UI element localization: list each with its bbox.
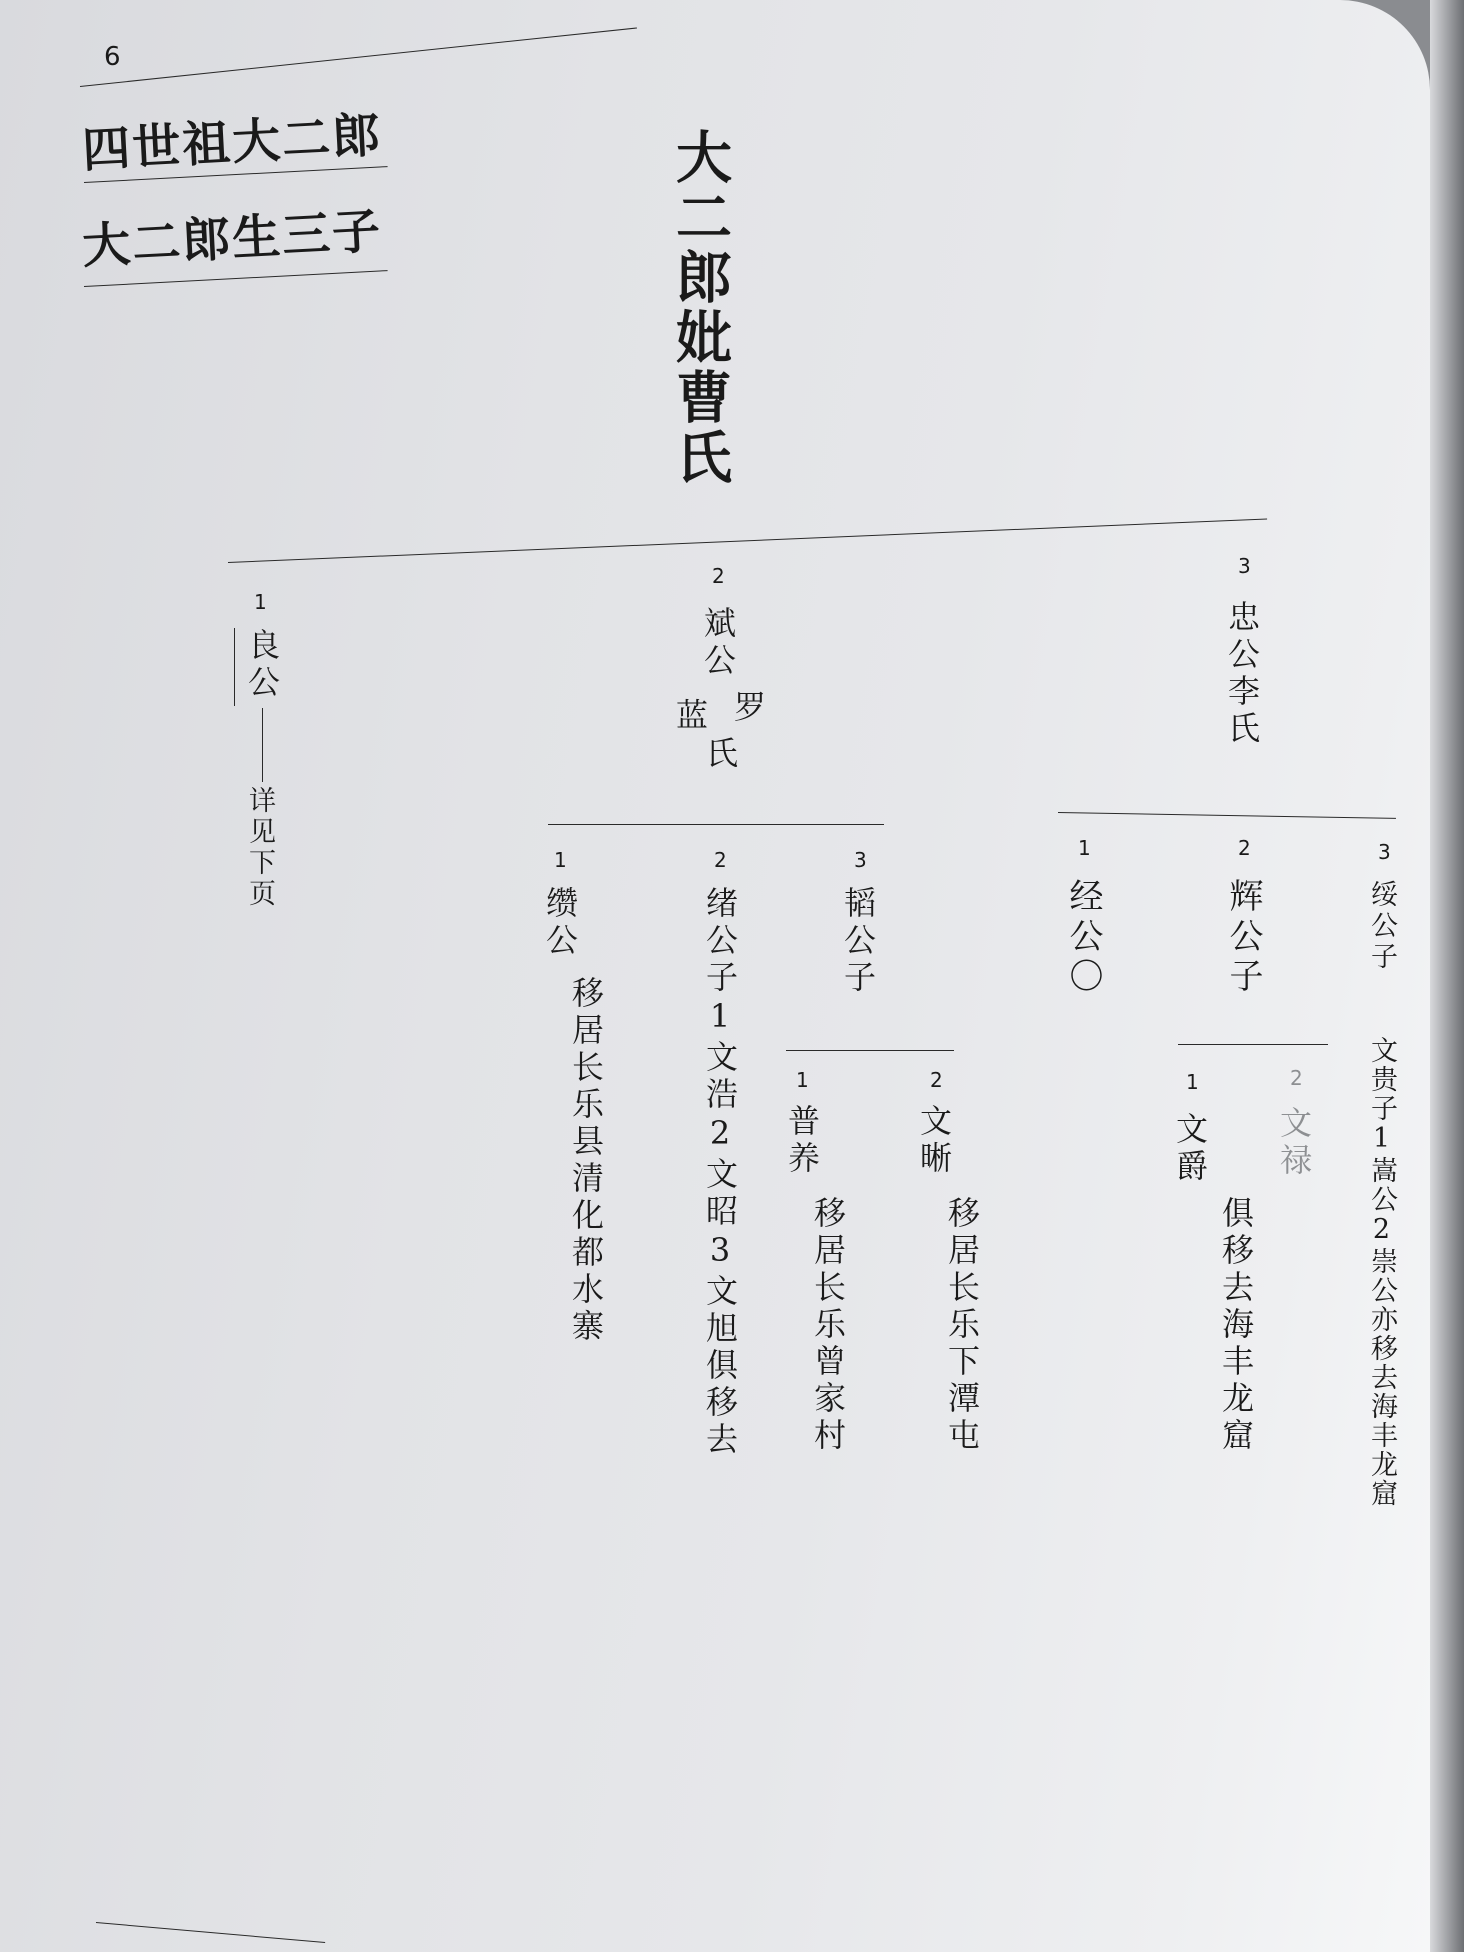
bottom-rule <box>96 1922 325 1943</box>
son-1-name: 良公 <box>243 628 281 702</box>
tao-child-1-note: 移居长乐曾家村 <box>809 1196 847 1455</box>
heading-line-1: 四世祖大二郎 <box>80 107 384 179</box>
bin-child-1-note: 移居长乐县清化都水寨 <box>567 976 605 1346</box>
hui-branch-line <box>1178 1044 1328 1045</box>
bin-child-3-number: 3 <box>854 848 867 872</box>
bin-child-3-name: 韬公子 <box>839 886 877 997</box>
zhong-child-1-name: 经公〇 <box>1063 878 1103 998</box>
main-title: 大二郎妣曹氏 <box>667 128 733 488</box>
son-2-name: 斌公 <box>699 606 737 680</box>
tao-child-1-name: 普养 <box>783 1104 821 1178</box>
bin-child-2-name: 绪公子1文浩2文昭3文旭俱移去 <box>701 886 739 1459</box>
zhong-child-2-number: 2 <box>1238 836 1251 860</box>
son-2-spouse-b: 蓝 <box>671 698 709 735</box>
son-2-number: 2 <box>712 564 725 588</box>
zhong-branch-line <box>1058 812 1396 819</box>
tao-branch-line <box>786 1050 954 1051</box>
bin-branch-line <box>548 824 884 825</box>
zhong-child-3-number: 3 <box>1378 840 1391 864</box>
page-number: 6 <box>104 42 121 72</box>
son-2-spouse-c: 氏 <box>701 736 739 773</box>
son-1-bracket <box>234 628 235 706</box>
son-2-spouse-a: 罗 <box>729 690 767 727</box>
son-3-number: 3 <box>1238 554 1251 578</box>
heading-line-2: 大二郎生三子 <box>80 203 384 275</box>
son-1-note: 详见下页 <box>244 786 275 910</box>
tao-child-2-name: 文晰 <box>915 1104 953 1178</box>
tao-child-2-number: 2 <box>930 1068 943 1092</box>
sons-branch-line <box>228 518 1267 563</box>
son-1-connector <box>262 708 263 782</box>
zhong-child-1-number: 1 <box>1078 836 1091 860</box>
tao-child-2-note: 移居长乐下潭屯 <box>943 1196 981 1455</box>
zhong-child-3-note: 文贵子1嵩公2崇公亦移去海丰龙窟 <box>1366 1036 1397 1508</box>
tao-child-1-number: 1 <box>796 1068 809 1092</box>
son-3-name: 忠公李氏 <box>1223 600 1261 748</box>
bin-child-2-number: 2 <box>714 848 727 872</box>
zhong-child-2-name: 辉公子 <box>1223 878 1263 998</box>
hui-child-2-name: 文禄 <box>1275 1106 1313 1180</box>
hui-note: 俱移去海丰龙窟 <box>1217 1196 1255 1455</box>
bin-child-1-number: 1 <box>554 848 567 872</box>
hui-child-1-number: 1 <box>1186 1070 1199 1094</box>
bin-child-1-name: 缵公 <box>541 886 579 960</box>
hui-child-2-number: 2 <box>1290 1066 1303 1090</box>
top-rule <box>80 27 637 87</box>
hui-child-1-name: 文爵 <box>1171 1112 1209 1186</box>
page-edge <box>1430 0 1464 1952</box>
zhong-child-3-name: 绥公子 <box>1366 880 1397 973</box>
son-1-number: 1 <box>254 590 267 614</box>
